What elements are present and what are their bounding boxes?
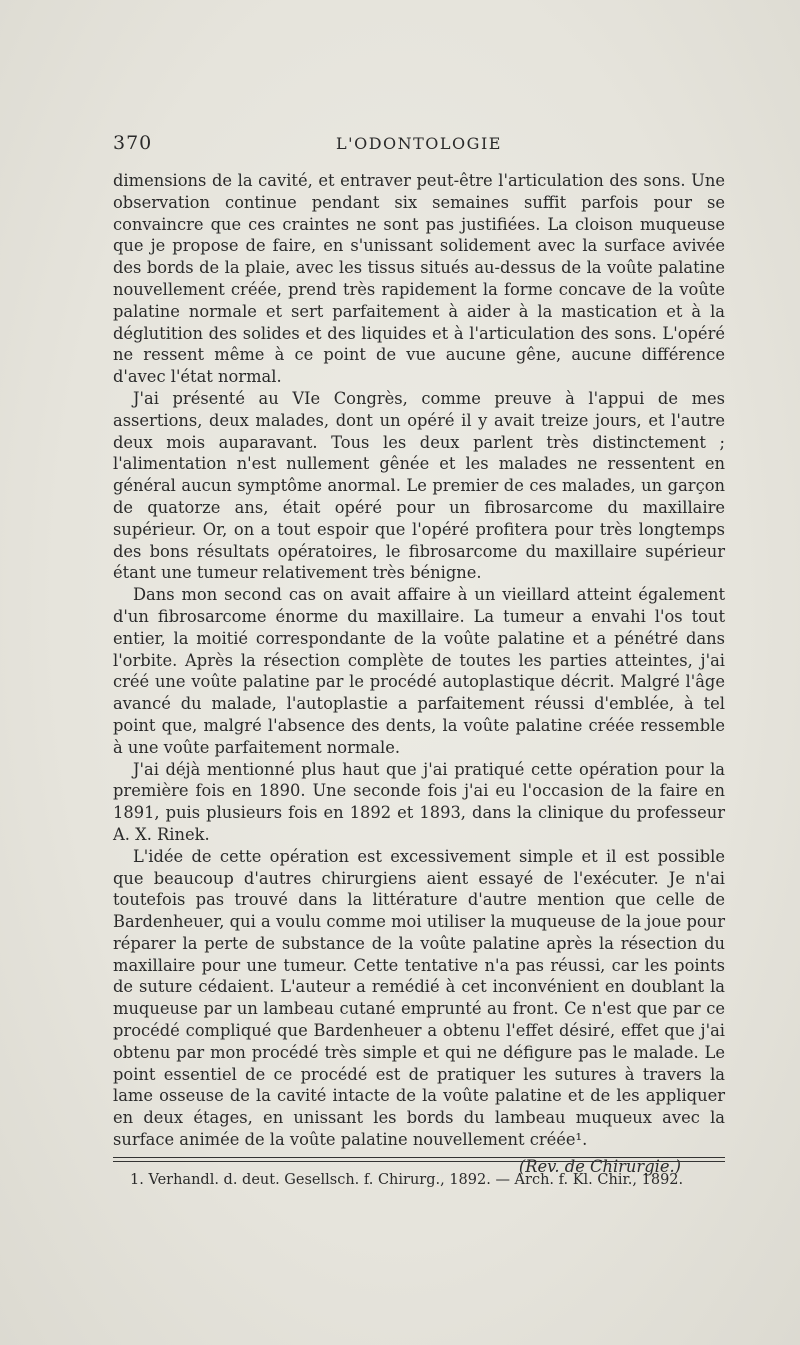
source-citation: (Rev. de Chirurgie.) <box>518 1156 681 1176</box>
paragraph: L'idée de cette opération est excessivement simple et il est possible que beaucoup d'autres chirurgiens aient essayé de l'exécuter. Je n'ai toutefois pas trouvé dans la littérature d'autre mention que celle de Bardenheuer, qui a voulu comme moi utiliser la muqueuse de la joue pour réparer la perte de substance de la voûte palatine après la résection du maxillaire pour une tumeur. Cette tentative n'a pas réussi, car les points de suture cédaient. L'auteur a remédié à cet inconvénient en doublant la muqueuse par un lambeau cutané emprunté au front. Ce n'est que par ce procédé compliqué que Bardenheuer a obtenu l'effet désiré, effet que j'ai obtenu par mon procédé très simple et qui ne défigure pas le malade. Le point essentiel de ce procédé est de pratiquer les sutures à travers la lame osseuse de la cavité intacte de la voûte palatine et de les appliquer en deux étages, en unissant les bords du lambeau muqueux avec la surface animée de la voûte palatine nouvellement créée¹. <box>113 846 725 1150</box>
paragraph: J'ai déjà mentionné plus haut que j'ai pratiqué cette opération pour la première fois en 1890. Une seconde fois j'ai eu l'occasion de la faire en 1891, puis plusieurs fois en 1892 et 1893, dans la clinique du professeur A. X. Rinek. <box>113 759 725 844</box>
footnote-divider <box>113 1161 725 1162</box>
page-number: 370 <box>113 132 153 154</box>
paragraph: dimensions de la cavité, et entraver peut-être l'articulation des sons. Une observation continue pendant six semaines suffit parfois pour se convaincre que ces craintes ne sont pas justifiées. La cloison muqueuse que je propose de faire, en s'unissant solidement avec la surface avivée des bords de la plaie, avec les tissus situés au-dessus de la voûte palatine nouvellement créée, prend très rapidement la forme concave de la voûte palatine normale et sert parfaitement à aider à la mastication et à la déglutition des solides et des liquides et à l'articulation des sons. L'opéré ne ressent même à ce point de vue aucune gêne, aucune différence d'avec l'état normal. <box>113 171 725 387</box>
page-header <box>113 132 725 158</box>
footnote: 1. Verhandl. d. deut. Gesellsch. f. Chirurg., 1892. — Arch. f. Kl. Chir., 1892. <box>130 1172 684 1188</box>
paragraph: Dans mon second cas on avait affaire à un vieillard atteint également d'un fibrosarcome énorme du maxillaire. La tumeur a envahi l'os tout entier, la moitié correspondante de la voûte palatine et a pénétré dans l'orbite. Après la résection complète de toutes les parties atteintes, j'ai créé une voûte palatine par le procédé autoplastique décrit. Malgré l'âge avancé du malade, l'autoplastie a parfaitement réussi d'emblée, à tel point que, malgré l'absence des dents, la voûte palatine créée ressemble à une voûte parfaitement normale. <box>113 585 725 757</box>
paragraph: J'ai présenté au VIe Congrès, comme preuve à l'appui de mes assertions, deux malades, dont un opéré il y avait treize jours, et l'autre deux mois auparavant. Tous les deux parlent très distinctement ; l'alimentation n'est nullement gênée et les malades ne ressentent en général aucun symptôme anormal. Le premier de ces malades, un garçon de quatorze ans, était opéré pour un fibrosarcome du maxillaire supérieur. Or, on a tout espoir que l'opéré profitera pour très longtemps des bons résultats opératoires, le fibrosarcome du maxillaire supérieur étant une tumeur relativement très bénigne. <box>113 388 725 583</box>
footnote-divider <box>113 1157 725 1158</box>
running-title: L'ODONTOLOGIE <box>336 134 502 153</box>
body-text <box>113 170 725 1178</box>
